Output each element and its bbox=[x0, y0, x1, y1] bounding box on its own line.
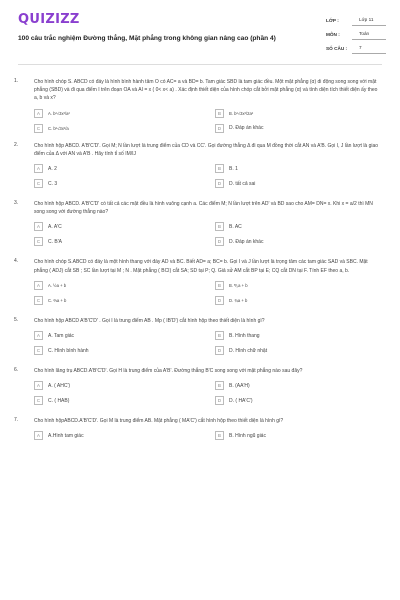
question bbox=[0, 417, 400, 441]
option-text: C. b²√3x²/a bbox=[48, 125, 69, 131]
meta-label: LỚP : bbox=[326, 17, 339, 23]
answer-option-c[interactable] bbox=[34, 345, 215, 356]
meta-row-count bbox=[326, 41, 386, 55]
option-text: B. (AA'H) bbox=[229, 382, 250, 389]
answer-option-b[interactable] bbox=[215, 430, 365, 441]
option-text: A. b²√3x²/a² bbox=[48, 110, 70, 116]
option-letter-box: B bbox=[215, 109, 224, 118]
question-text: Cho hình hộp ABCD. A'B'C'D' có tất cả các mặt đều là hình vuông cạnh a. Các điểm M; N lần lượt trên AD' và BD sao cho AM= DN= x. Khi x = a/2 thì MN song song với đường thẳng nào? bbox=[34, 201, 373, 216]
answer-option-d[interactable] bbox=[215, 178, 365, 189]
meta-label: MÔN : bbox=[326, 31, 340, 37]
meta-value: 7 bbox=[352, 43, 386, 54]
option-text: D. Đáp án khác bbox=[229, 125, 264, 132]
option-text: C. 3 bbox=[48, 180, 58, 187]
answer-option-c[interactable] bbox=[34, 395, 215, 406]
answer-option-c[interactable] bbox=[34, 295, 215, 306]
question-list bbox=[0, 78, 400, 441]
answer-option-d[interactable] bbox=[215, 395, 365, 406]
option-letter-box: B bbox=[215, 222, 224, 231]
answer-option-c[interactable] bbox=[34, 123, 215, 134]
meta-value: Lớp 11 bbox=[352, 15, 386, 26]
question bbox=[0, 142, 400, 189]
option-text: C. Hình bình hành bbox=[48, 347, 89, 354]
option-letter-box: A bbox=[34, 431, 43, 440]
option-letter-box: B bbox=[215, 164, 224, 173]
answer-option-b[interactable] bbox=[215, 221, 365, 232]
option-text: A.Hình tam giác bbox=[48, 432, 84, 439]
question-text: Cho hình lăng trụ ABCD.A'B'C'D'. Gọi H là trung điểm của A'B'. Đường thẳng B'C song song với mặt phẳng nào sau đây? bbox=[34, 368, 303, 375]
option-letter-box: B bbox=[215, 381, 224, 390]
meta-label: SỐ CÂU : bbox=[326, 45, 348, 51]
question-number: 1. bbox=[14, 78, 19, 84]
question-text: Cho hình chóp S.ABCD có đáy là một hình thang với đáy AD và BC. Biết AD= a; BC= b. Gọi I và J lần lượt là trọng tâm các tam giác SAD và SBC. Mặt phẳng ( ADJ) cắt SB ; SC lần lượt tại M ; N . Mặt phẳng ( BCI) cắt SA; SD tại P; Q. Giả sử AM cắt BP tại E; CQ cắt DN tại F. Tính EF theo a, b. bbox=[34, 259, 368, 274]
option-text: D. ( HA'C') bbox=[229, 397, 253, 404]
option-letter-box: A bbox=[34, 331, 43, 340]
option-letter-box: D bbox=[215, 179, 224, 188]
option-text: A. Tam giác bbox=[48, 332, 75, 339]
option-text: D. ¾a + b bbox=[229, 297, 248, 303]
option-letter-box: C bbox=[34, 346, 43, 355]
answer-option-d[interactable] bbox=[215, 345, 365, 356]
worksheet-meta bbox=[326, 13, 386, 55]
answer-option-c[interactable] bbox=[34, 236, 215, 247]
option-text: C. ( HAB) bbox=[48, 397, 70, 404]
question-text: Cho hình hộp ABCD A'B'C'D' . Gọi I là trung điểm AB . Mp ( IB'D') cắt hình hộp theo thiết diện là hình gì? bbox=[34, 317, 265, 324]
question bbox=[0, 258, 400, 305]
option-text: D. Hình chữ nhật bbox=[229, 347, 268, 354]
answer-option-a[interactable] bbox=[34, 330, 215, 341]
option-text: C. B'A bbox=[48, 238, 63, 245]
option-letter-box: D bbox=[215, 237, 224, 246]
answer-options bbox=[34, 280, 382, 306]
answer-options bbox=[34, 430, 382, 441]
answer-option-a[interactable] bbox=[34, 280, 215, 291]
question-number: 5. bbox=[14, 316, 19, 323]
option-text: A. A'C bbox=[48, 223, 62, 230]
answer-option-b[interactable] bbox=[215, 330, 365, 341]
answer-option-a[interactable] bbox=[34, 380, 215, 391]
answer-option-a[interactable] bbox=[34, 108, 215, 119]
question-number: 7. bbox=[14, 417, 19, 424]
option-letter-box: A bbox=[34, 164, 43, 173]
option-text: A. 2 bbox=[48, 165, 57, 172]
answer-option-b[interactable] bbox=[215, 380, 365, 391]
question bbox=[0, 317, 400, 356]
question-number: 6. bbox=[14, 367, 19, 374]
worksheet-title: 100 câu trắc nghiệm Đường thẳng, Mặt phẳng trong không gian nâng cao (phần 4) bbox=[18, 35, 276, 42]
question-text: Cho hình chóp S. ABCD có đáy là hình bình hành tâm O có AC= a và BD= b. Tam giác SBD là tam giác đều. Một mặt phẳng (α) di động song song với mặt phẳng (SBD) và đi qua điểm I trên đoạn OA và AI = x ( 0< x< a) . Xác định thiết diện của hình chóp cắt bởi mặt phẳng (α) và tính diện tích thiết diện ấy theo a, b và x? bbox=[34, 79, 378, 102]
option-letter-box: D bbox=[215, 124, 224, 133]
answer-option-d[interactable] bbox=[215, 123, 365, 134]
question bbox=[0, 78, 400, 134]
question-number: 3. bbox=[14, 200, 19, 207]
answer-option-a[interactable] bbox=[34, 163, 215, 174]
answer-options bbox=[34, 108, 382, 134]
question bbox=[0, 200, 400, 247]
option-text: D. tất cả sai bbox=[229, 180, 256, 187]
option-letter-box: A bbox=[34, 281, 43, 290]
option-text: D. Đáp án khác bbox=[229, 238, 264, 245]
question-text: Cho hình hộpABCD.A'B'C'D'. Gọi M là trung điểm AB. Mặt phẳng ( MA'C') cắt hình hộp theo thiết diện là hình gì? bbox=[34, 418, 284, 425]
answer-option-d[interactable] bbox=[215, 236, 365, 247]
option-letter-box: B bbox=[215, 431, 224, 440]
option-letter-box: A bbox=[34, 381, 43, 390]
answer-option-b[interactable] bbox=[215, 280, 365, 291]
question-number: 4. bbox=[14, 258, 19, 265]
answer-options bbox=[34, 221, 382, 247]
question-number: 2. bbox=[14, 141, 19, 148]
option-letter-box: A bbox=[34, 222, 43, 231]
meta-row-subject bbox=[326, 27, 386, 41]
option-letter-box: C bbox=[34, 179, 43, 188]
option-letter-box: D bbox=[215, 346, 224, 355]
option-letter-box: B bbox=[215, 331, 224, 340]
option-text: B. b²√3x²/2a² bbox=[229, 110, 254, 116]
option-text: A. ( AHC') bbox=[48, 382, 71, 389]
answer-options bbox=[34, 330, 382, 356]
answer-options bbox=[34, 163, 382, 189]
option-text: B. Hình ngũ giác bbox=[229, 432, 266, 439]
header-divider bbox=[18, 64, 382, 65]
answer-option-d[interactable] bbox=[215, 295, 365, 306]
option-text: A. ½a + b bbox=[48, 282, 67, 288]
option-text: B. 1 bbox=[229, 165, 238, 172]
worksheet-header bbox=[0, 0, 400, 62]
question bbox=[0, 367, 400, 406]
option-text: C. ⅔a + b bbox=[48, 297, 67, 303]
option-letter-box: D bbox=[215, 396, 224, 405]
option-text: B. ⅗a + b bbox=[229, 282, 248, 288]
answer-option-a[interactable] bbox=[34, 430, 215, 441]
option-letter-box: C bbox=[34, 296, 43, 305]
option-letter-box: C bbox=[34, 396, 43, 405]
answer-options bbox=[34, 380, 382, 406]
meta-value: Toán bbox=[352, 29, 386, 40]
option-text: B. AC bbox=[229, 223, 242, 230]
option-letter-box: A bbox=[34, 109, 43, 118]
meta-row-class bbox=[326, 13, 386, 27]
answer-option-b[interactable] bbox=[215, 163, 365, 174]
quizizz-logo: QUIZIZZ bbox=[18, 12, 80, 27]
option-letter-box: C bbox=[34, 124, 43, 133]
option-text: B. Hình thang bbox=[229, 332, 260, 339]
answer-option-c[interactable] bbox=[34, 178, 215, 189]
option-letter-box: C bbox=[34, 237, 43, 246]
answer-option-b[interactable] bbox=[215, 108, 365, 119]
option-letter-box: B bbox=[215, 281, 224, 290]
answer-option-a[interactable] bbox=[34, 221, 215, 232]
option-letter-box: D bbox=[215, 296, 224, 305]
question-text: Cho hình hộp ABCD. A'B'C'D'. Gọi M; N lần lượt là trung điểm của CD và CC'. Gọi đường thẳng Δ đi qua M đồng thời cắt AN và A'B. Gọi I, J lần lượt là giao điểm của Δ với AN và A'B . Hãy tính tỉ số IM/IJ bbox=[34, 142, 379, 157]
